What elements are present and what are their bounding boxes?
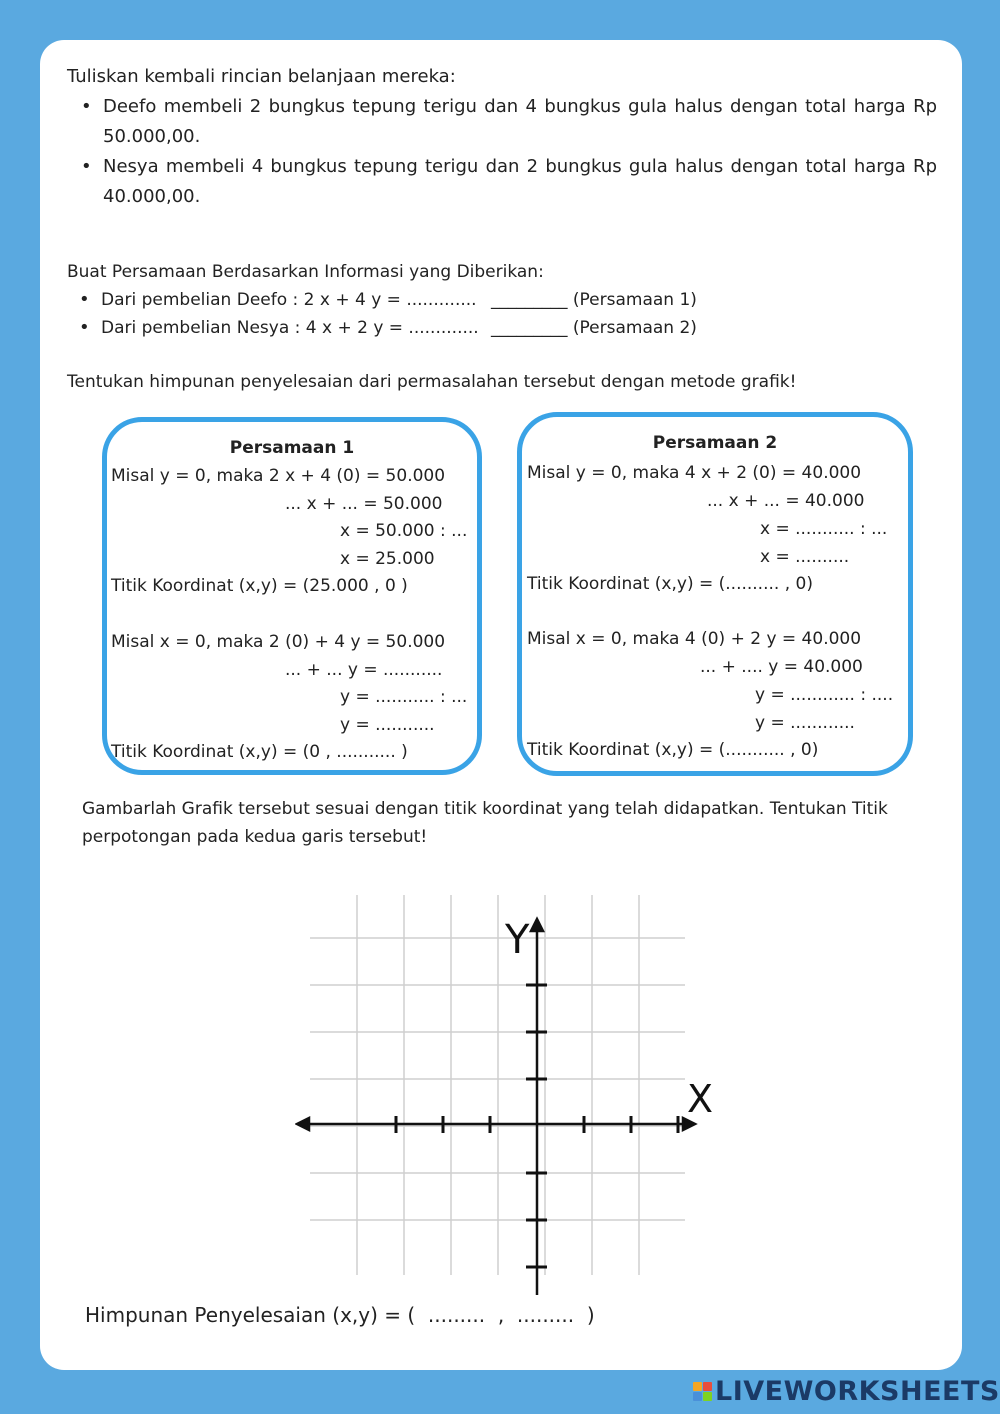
box-line: x = 25.000 [340,549,435,569]
box-line: Titik Koordinat (x,y) = (0 , ........... ) [111,742,408,762]
box-line: ... x + ... = 50.000 [285,494,443,514]
box-line: ... + .... y = 40.000 [700,657,863,677]
equation-1-box [102,417,482,775]
list-item: • Nesya membeli 4 bungkus tepung terigu dan 2 bungkus gula halus dengan total harga Rp 40.000,00. [103,152,937,212]
box-title: Persamaan 1 [229,438,355,458]
worksheet-page [40,40,962,1370]
list-item [101,286,937,314]
equation-1-text: • Dari pembelian Deefo : 2 x + 4 y = ............. [101,290,477,310]
shopping-list [67,92,937,212]
box-line: x = 50.000 : ... [340,521,468,541]
equation-2-label: _________ (Persamaan 2) [491,318,697,338]
box-line: x = .......... [760,547,850,567]
equation-2-text: • Dari pembelian Nesya : 4 x + 2 y = ............. [101,318,479,338]
box-line: Misal y = 0, maka 2 x + 4 (0) = 50.000 [111,466,446,486]
y-axis-label: Y [505,917,530,963]
graph-instruction: Gambarlah Grafik tersebut sesuai dengan titik koordinat yang telah didapatkan. Tentukan Titik perpotongan pada kedua garis tersebut! [82,799,888,847]
y-axis-up-arrow [531,919,543,931]
equations-heading: Buat Persamaan Berdasarkan Informasi yang Diberikan: [67,262,544,282]
box-line: ... + ... y = ........... [285,660,443,680]
logo-mark-icon [693,1382,712,1401]
box-line: x = ........... : ... [760,519,888,539]
x-axis-label: X [686,1077,713,1121]
shopping-details-section [67,62,937,212]
solution-set-answer[interactable]: Himpunan Penyelesaian (x,y) = ( ......... , ......... ) [85,1303,595,1327]
shopping-details-heading: Tuliskan kembali rincian belanjaan mereka: [67,66,456,87]
equation-2-box [517,412,913,776]
equations-section [67,258,937,342]
box-line: ... x + ... = 40.000 [707,491,865,511]
box-line: y = ............ : .... [755,685,894,705]
coordinate-grid[interactable] [295,875,715,1295]
method-instruction: Tentukan himpunan penyelesaian dari permasalahan tersebut dengan metode grafik! [67,372,797,392]
box-line: y = ............ [755,713,855,733]
equation-1-label: _________ (Persamaan 1) [491,290,697,310]
liveworksheets-logo [693,1372,1000,1410]
box-line: Titik Koordinat (x,y) = (........... , 0) [527,740,819,760]
box-line: Titik Koordinat (x,y) = (25.000 , 0 ) [111,576,408,596]
box-line: y = ........... [340,715,435,735]
box-line: Titik Koordinat (x,y) = (.......... , 0) [527,574,813,594]
grid-lines [310,895,685,1275]
list-item: • Deefo membeli 2 bungkus tepung terigu dan 4 bungkus gula halus dengan total harga Rp 50.000,00. [103,92,937,152]
equations-list [67,286,937,342]
list-item [101,314,937,342]
box-line: Misal x = 0, maka 4 (0) + 2 y = 40.000 [527,629,862,649]
box-line: y = ........... : ... [340,687,468,707]
brand-name: LIVEWORKSHEETS [715,1375,1000,1407]
box-line: Misal x = 0, maka 2 (0) + 4 y = 50.000 [111,632,446,652]
box-title: Persamaan 2 [652,433,778,453]
box-line: Misal y = 0, maka 4 x + 2 (0) = 40.000 [527,463,862,483]
x-axis-left-arrow [297,1118,309,1130]
